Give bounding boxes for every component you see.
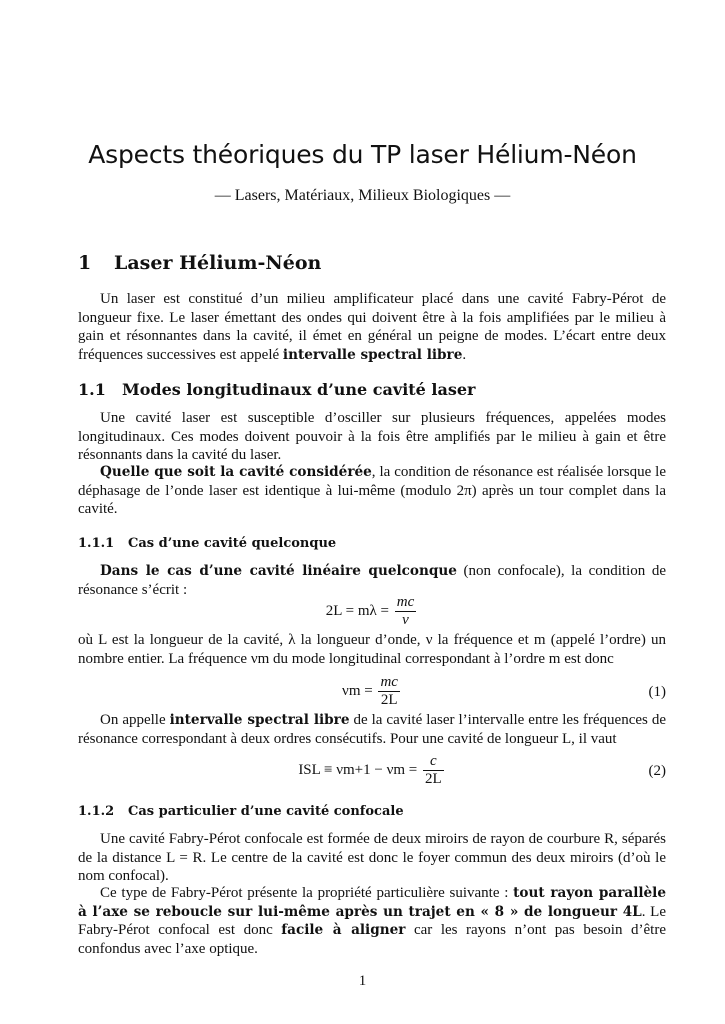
section1-1-paragraph-2 [78, 463, 666, 519]
paragraph-text: , la condition de résonance est réalisée lorsque le déphasage de l’onde laser est identique à lui-même (modulo 2π) après un tour complet dans la cavité. [78, 464, 666, 517]
paragraph-text: de la cavité laser l’intervalle entre les fréquences de résonance correspondant à deux ordres consécutifs. Pour une cavité de longueur L, il vaut [78, 712, 666, 747]
bold-text: Quelle que soit la cavité considérée [100, 464, 372, 480]
document-subtitle: — Lasers, Matériaux, Milieux Biologiques — [214, 187, 511, 204]
section-title: Modes longitudinaux d’une cavité laser [122, 380, 476, 399]
section1-1-1-paragraph-3 [78, 711, 666, 748]
section1-1-1-paragraph-2: où L est la longueur de la cavité, λ la longueur d’onde, ν la fréquence et m (appelé l’ordre) un nombre entier. La fréquence νm du mode longitudinal correspondant à l’ordre m est donc [78, 632, 666, 667]
equation-number: (1) [648, 684, 666, 700]
equation-fraction: $\frac{mc}{2L}$ [380, 674, 398, 708]
section-title: Cas d’une cavité quelconque [128, 536, 337, 551]
equation-left: ISL ≡ νm+1 − νm = [298, 761, 421, 778]
paragraph-text: . Le Fabry-Pérot confocal est donc [78, 903, 666, 938]
section-number: 1.1.2 [78, 804, 115, 819]
equation-fraction: $\frac{mc}{\nu}$ [396, 594, 415, 628]
section-heading-1 [78, 252, 321, 274]
equation-2 [78, 753, 666, 793]
bold-text: facile à aligner [281, 922, 406, 938]
paragraph-text: (non confocale), la condition de résonance s’écrit : [78, 563, 666, 598]
section-title: Laser Hélium-Néon [114, 252, 322, 274]
bold-text: tout rayon parallèle à l’axe se reboucle sur lui-même après un trajet en « 8 » de longueur 4L [78, 885, 666, 920]
paragraph-text: Un laser est constitué d’un milieu amplificateur placé dans une cavité Fabry-Pérot de longueur fixe. Le laser émettant des ondes qui doivent être à la fois amplifiées par le milieu à gain et résonnantes dans la cavité, il émet en général un peigne de modes. L’écart entre deux fréquences successives est appelé [78, 291, 666, 363]
section-heading-1-1-1 [78, 536, 336, 551]
equation-1 [78, 674, 666, 714]
bold-text: Dans le cas d’une cavité linéaire quelconque [100, 563, 457, 579]
section-number: 1.1 [78, 380, 106, 399]
document-title: Aspects théoriques du TP laser Hélium-Néon [88, 140, 637, 169]
equation-fraction: $\frac{c}{2L}$ [425, 753, 442, 787]
page-number: 1 [358, 973, 367, 989]
section1-1-paragraph-1: Une cavité laser est susceptible d’osciller sur plusieurs fréquences, appelées modes longitudinaux. Ces modes doivent pouvoir à la fois être amplifiés par le milieu à gain et être résonnants dans la cavité du laser. [78, 410, 666, 463]
section-number: 1 [78, 252, 92, 274]
section-title: Cas particulier d’une cavité confocale [128, 804, 404, 819]
paragraph-text: . [462, 346, 467, 363]
equation-left: 2L = mλ = [325, 602, 393, 619]
section-heading-1-1-2 [78, 804, 404, 819]
bold-text: intervalle spectral libre [169, 712, 350, 728]
equation-left: νm = [342, 682, 377, 699]
bold-text: intervalle spectral libre [282, 346, 463, 363]
paragraph-text: car les rayons n’ont pas besoin d’être confondus avec l’axe optique. [78, 922, 666, 957]
section-heading-1-1 [78, 380, 475, 399]
section1-1-2-paragraph-2 [78, 884, 666, 958]
equation-resonance [78, 594, 666, 634]
section-number: 1.1.1 [78, 536, 115, 551]
equation-number: (2) [648, 763, 666, 779]
section1-1-2-paragraph-1: Une cavité Fabry-Pérot confocale est formée de deux miroirs de rayon de courbure R, séparés de la distance L = R. Le centre de la cavité est donc le foyer commun des deux miroirs (d’où le nom confocal). [78, 831, 666, 884]
section1-paragraph [78, 290, 666, 364]
paragraph-text: On appelle [100, 712, 170, 728]
paragraph-text: Ce type de Fabry-Pérot présente la propriété particulière suivante : [100, 885, 514, 901]
